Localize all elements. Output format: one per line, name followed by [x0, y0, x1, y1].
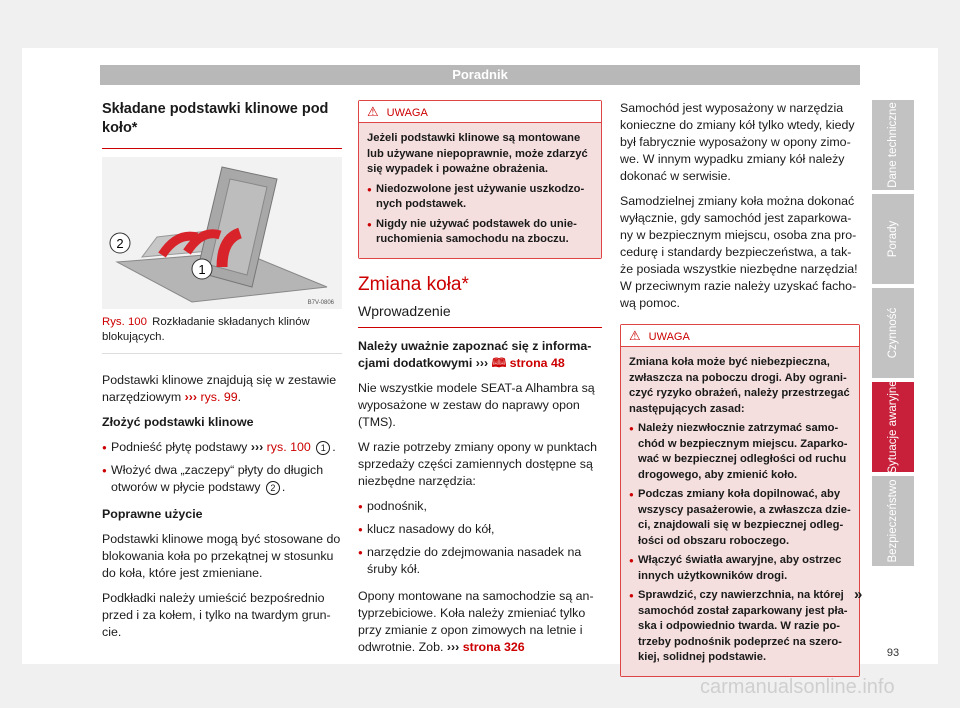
paragraph: Samodzielnej zmiany koła można dokonać wyłącznie, gdy samochód jest zaparkowany w bezpiecznym miejscu, osoba zna procedurę i standardy bezpieczeństwa, a także posiada wszystkie niezbędne narzędzia! W przeciwnym razie należy uzyskać fachową pomoc. [620, 194, 858, 310]
warning-header [359, 101, 601, 123]
paragraph: Samochód jest wyposażony w narzędzia konieczne do zmiany kół tylko wtedy, kiedy był fabrycznie wyposażony w opony zimowe. W innym wypadku zmiany kół należy dokonać w serwisie. [620, 101, 855, 183]
link-arrows: ››› [184, 390, 198, 404]
list-item [102, 462, 342, 496]
warning-header [621, 325, 859, 347]
caption-text: Rozkładanie składanych klinów blokujących. [102, 316, 310, 343]
text: Podstawki klinowe znajdują się w zestawie narzędziowym [102, 373, 337, 404]
text: Włożyć dwa „zaczepy“ płyty do długich otworów w płycie podstawy [111, 463, 324, 494]
warning-intro: Zmiana koła może być niebezpieczna, zwłaszcza na poboczu drogi. Aby ograniczyć ryzyko obrażeń, należy przestrzegać następujących zasad: [629, 356, 850, 415]
tab-label: Dane techniczne [887, 102, 899, 188]
warning-item: ● Podczas zmiany koła dopilnować, aby wszyscy pasażerowie, a zwłaszcza dzieci, znajdowali się w bezpiecznej odległości od obszaru roboczego. [629, 487, 851, 549]
text: . [281, 480, 286, 494]
tab-label: Porady [887, 220, 899, 258]
warning-triangle-icon: ⚠ [629, 328, 641, 343]
tab-label: Sytuacje awaryjne [887, 380, 899, 474]
heading: Złożyć podstawki klinowe [102, 415, 254, 429]
figure-link[interactable]: rys. 99 [200, 390, 238, 404]
tab-bezpieczenstwo[interactable] [872, 476, 914, 566]
warning-item: ● Nigdy nie używać podstawek do unieruchomienia samochodu na zboczu. [367, 217, 593, 248]
paragraph [358, 588, 602, 656]
warning-title: UWAGA [648, 331, 690, 343]
list-item: ● podnośnik, [358, 498, 602, 515]
marker-1-label: 1 [198, 262, 206, 277]
warning-body [621, 347, 859, 676]
warning-box [620, 324, 863, 677]
book-icon: 🕮 [491, 355, 507, 370]
continue-arrow-icon: » [854, 586, 863, 603]
tab-czynnosc[interactable] [872, 288, 914, 378]
text: Należy uważnie zapoznać się z informacjami dodatkowymi [358, 338, 592, 370]
watermark: carmanualsonline.info [700, 676, 895, 698]
figure-code: B7V-0806 [307, 300, 334, 306]
list-item [102, 439, 342, 456]
column-3 [620, 100, 863, 687]
warning-item: ● Należy niezwłocznie zatrzymać samochód w bezpiecznym miejscu. Zaparkować w bezpiecznej odległości od ruchu drogowego, aby zmienić koło. [629, 421, 851, 483]
warning-title: UWAGA [386, 107, 428, 119]
marker-2-label: 2 [116, 236, 124, 251]
page-number: 93 [886, 647, 900, 659]
text: . [332, 440, 336, 454]
warning-item: ● Niedozwolone jest używanie uszkodzonych podstawek. [367, 182, 593, 213]
paragraph: Podkładki należy umieścić bezpośrednio przed i za kołem, i tylko na twardym gruncie. [102, 591, 331, 639]
figure [102, 157, 342, 354]
page-link[interactable]: strona 326 [462, 639, 525, 654]
lead-paragraph [358, 338, 602, 372]
list-item: ● narzędzie do zdejmowania nasadek na śruby kół. [358, 544, 602, 578]
text: Opony montowane na samochodzie są antyprzebiciowe. Koła należy zmieniać tylko przy zmianie z opon zimowych na letnie i odwrotnie. Zob. [358, 588, 594, 654]
warning-box [358, 100, 602, 259]
paragraph [102, 372, 342, 406]
warning-item: ● Sprawdzić, czy nawierzchnia, na której samochód został zaparkowany jest płaska i odpowiednio twarda. W razie potrzeby podnośnik podeprzeć na szerokiej, solidnej podstawie. [629, 588, 851, 666]
chapter-sidebar [872, 100, 914, 570]
page-link[interactable]: strona 48 [509, 355, 565, 370]
paragraph: Podstawki klinowe mogą być stosowane do blokowania koła po przekątnej w stosunku do koła, które jest zmieniane. [102, 532, 341, 580]
column-1 [102, 100, 342, 649]
link-arrows: ››› [250, 440, 264, 454]
warning-body [359, 123, 601, 258]
tab-label: Bezpieczeństwo [887, 479, 899, 563]
tab-label: Czynność [887, 307, 899, 359]
tab-sytuacje-awaryjne[interactable] [872, 382, 914, 472]
callout-number: 1 [316, 441, 330, 455]
header-title: Poradnik [452, 67, 508, 82]
tab-dane-techniczne[interactable] [872, 100, 914, 190]
text: Podnieść płytę podstawy [111, 440, 251, 454]
paragraph: W razie potrzeby zmiany opony w punktach sprzedaży części zamiennych dostępne są niezbędne narzędzia: [358, 439, 597, 488]
chapter-title: Zmiana koła* [358, 273, 469, 295]
warning-triangle-icon: ⚠ [367, 104, 379, 119]
text: . [237, 390, 242, 404]
figure-link[interactable]: rys. 100 [266, 440, 311, 454]
section-title: Składane podstawki klinowe pod koło* [102, 100, 342, 149]
caption-label: Rys. 100 [102, 316, 147, 328]
figure-image [102, 157, 342, 309]
list-item: ● klucz nasadowy do kół, [358, 521, 602, 538]
warning-intro: Jeżeli podstawki klinowe są montowane lub używane niepoprawnie, może zdarzyć się wypadek i poważne obrażenia. [367, 132, 588, 175]
column-2 [358, 100, 602, 664]
heading: Poprawne użycie [102, 507, 203, 521]
subsection-title: Wprowadzenie [358, 301, 602, 328]
header-bar [100, 65, 860, 85]
link-arrows: ››› [475, 355, 489, 370]
tab-porady[interactable] [872, 194, 914, 284]
link-arrows: ››› [446, 639, 460, 654]
callout-number: 2 [266, 481, 280, 495]
wheel-chock-illustration [102, 157, 342, 309]
warning-item: ● Włączyć światła awaryjne, aby ostrzec innych użytkowników drogi. [629, 553, 851, 584]
figure-caption [102, 315, 342, 345]
paragraph: Nie wszystkie modele SEAT-a Alhambra są wyposażone w zestaw do naprawy opon (TMS). [358, 380, 595, 429]
